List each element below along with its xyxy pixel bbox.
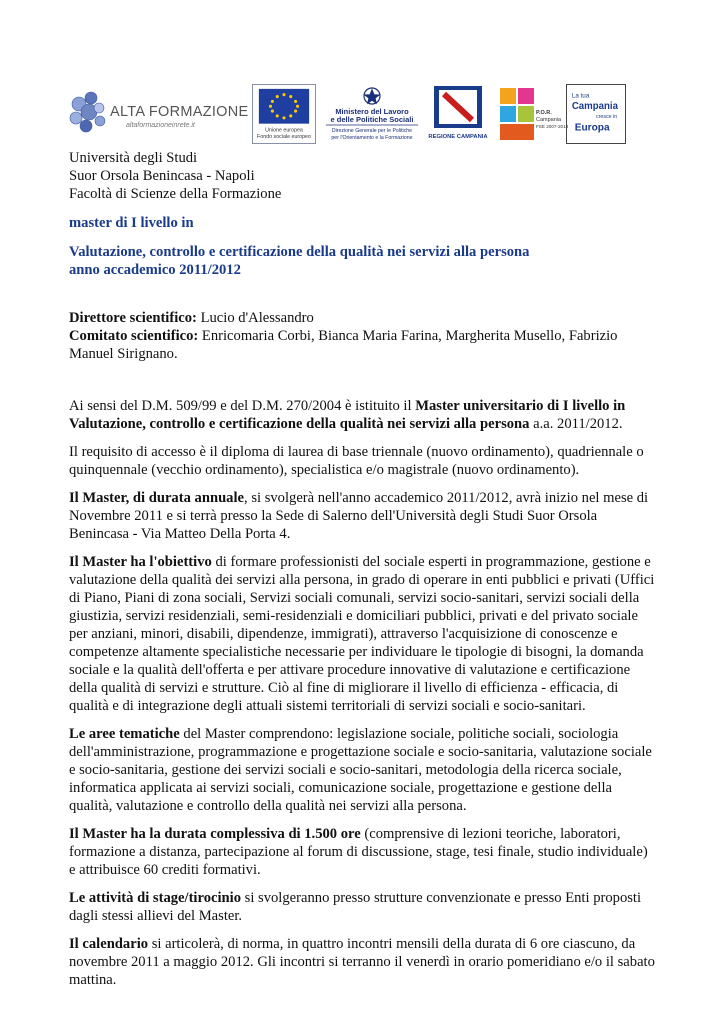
paragraph-duration [69,489,655,543]
reg-label: REGIONE CAMPANIA [428,134,488,140]
regione-campania-logo [430,84,486,144]
master-level: master di I livello in [69,215,194,231]
p1-bold: Master universitario di I livello in Valutazione, controllo e certificazione della qualità nei servizi alla persona [69,398,626,432]
committee-names: Enricomaria Corbi, Bianca Maria Farina, Margherita Musello, Fabrizio Manuel Sirignano. [69,328,618,362]
por-line3: FSE 2007-2013 [536,124,569,129]
committee-line [69,327,655,363]
campania-europa-logo [566,84,626,144]
p6-text: (comprensive di lezioni teoriche, laboratori, formazione a distanza, partecipazione al forum di discussione, stage, tesi finale, studio individuale) e attribuisce 60 crediti formativi. [69,826,648,878]
alta-url: altaformazioneinrete.it [126,122,195,129]
document-body [69,149,655,989]
paragraph-stage [69,889,655,925]
master-title: Valutazione, controllo e certificazione della qualità nei servizi alla persona [69,244,530,260]
paragraph-objective [69,553,655,715]
min-line2: e delle Politiche Sociali [330,115,414,124]
alta-name: ALTA FORMAZIONE [110,104,249,120]
p7-bold: Le attività di stage/tirocinio [69,890,241,906]
p6-bold: Il Master ha la durata complessiva di 1.500 ore [69,826,361,842]
camp-line1: La tua [571,92,590,100]
university-line: Università degli Studi [69,150,198,166]
emblem-icon [364,88,380,104]
p3-text: , si svolgerà nell'anno accademico 2011/2012, avrà inizio nel mese di Novembre 2011 e si terrà presso la Sede di Salerno dell'Università degli Studi Suor Orsola Benincasa - Via Matteo Della Porta 4. [69,490,649,542]
p1-text: Ai sensi del D.M. 509/99 e del D.M. 270/2004 è istituito il [69,398,416,414]
paragraph-topics [69,725,655,815]
master-year: anno accademico 2011/2012 [69,262,241,278]
por-fse-logo [498,84,569,144]
p5-bold: Le aree tematiche [69,726,180,742]
p3-bold: Il Master, di durata annuale [69,490,245,506]
por-line1: P.O.R. [536,110,552,116]
min-line4: per l'Orientamento e la Formazione [331,135,413,141]
eu-line1: Unione europea [265,127,303,134]
paragraph-hours [69,825,655,879]
p5-text: del Master comprendono: legislazione sociale, politiche sociali, sociologia dell'amministrazione, programmazione e progettazione sociale e socio-sanitaria, valutazione sociale e socio-sanitaria, gestione dei servizi sociali e socio-sanitari, metodologia della ricerca sociale, informatica applicata ai servizi sociali, comunicazione sociale, progettazione e gestione della qualità, valutazione e controllo della qualità nei servizi alla persona. [69,726,652,814]
alta-formazione-logo [66,84,249,144]
p4-text: di formare professionisti del sociale esperti in programmazione, gestione e valutazione della qualità dei servizi alla persona, in grado di operare in enti pubblici e privati (Uffici di Piano, Piani di zona sociali, Servizi sociali comunali, servizi socio-sanitari, servizi sociali della giustizia, servizi residenziali, semi-residenziali e domiciliari pubblici, privati e del privato sociale per anziani, minori, disabili, dipendenze, immigrati), attraverso l'acquisizione di conoscenze e competenze altamente specialistiche necessarie per individuare le tipologie di bisogni, la domanda sociale e la qualità dell'offerta e per attivare procedure innovative di valutazione e certificazione della qualità di servizi e strutture. Ciò al fine di migliorare il livello di efficienza - efficacia, di qualità e di integrazione degli attuali sistemi territoriali di servizi sociali e socio-sanitari. [69,554,655,714]
director-line [69,309,655,327]
camp-line2: Campania [571,101,618,113]
p1-tail: a.a. 2011/2012. [529,416,623,432]
director-name: Lucio d'Alessandro [196,310,314,326]
min-line3: Direzione Generale per le Politiche [331,128,413,134]
camp-line3: cresce in [596,113,618,120]
camp-line4: Europa [574,122,610,134]
p7-text: si svolgeranno presso strutture convenzionate e presso Enti proposti dagli stessi allievi del Master. [69,890,642,924]
paragraph-requirements: Il requisito di accesso è il diploma di laurea di base triennale (nuovo ordinamento), quadriennale o quinquennale (vecchio ordinamento), specialistica e/o magistrale (nuovo ordinamento). [69,444,644,478]
university-line-2: Suor Orsola Benincasa - Napoli [69,168,255,184]
paragraph-institution [69,397,655,433]
eu-line2: Fondo sociale europeo [257,134,311,141]
p8-bold: Il calendario [69,936,149,952]
committee-label: Comitato scientifico: [69,328,199,344]
ministero-lavoro-logo [322,84,422,144]
por-line2: Campania [536,117,562,123]
director-label: Direttore scientifico: [69,310,197,326]
logo-bar [66,84,626,144]
eu-flag-logo [252,84,316,144]
min-line1: Ministero del Lavoro [335,107,409,116]
p8-text: si articolerà, di norma, in quattro incontri mensili della durata di 6 ore ciascuno, da novembre 2011 a maggio 2012. Gli incontri si terranno il venerdì in orario pomeridiano e/o il sabato mattina. [69,936,655,988]
faculty-line: Facoltà di Scienze della Formazione [69,186,282,202]
paragraph-calendar [69,935,655,989]
p4-bold: Il Master ha l'obiettivo [69,554,212,570]
